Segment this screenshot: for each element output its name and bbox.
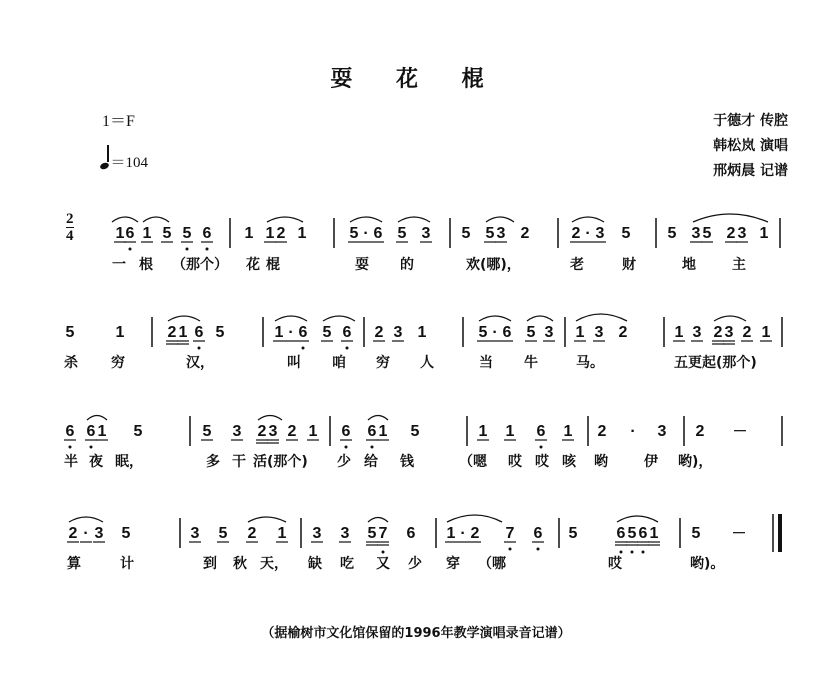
lyric-word: 哟)。 — [690, 556, 725, 572]
lyric-word: 杀 — [64, 355, 78, 371]
note-digit: 5 — [621, 225, 631, 242]
lyric-word: 穷 — [111, 355, 125, 371]
final-barline — [778, 514, 782, 552]
lyric-word: 咳 — [562, 454, 576, 470]
lyric-word: 主 — [732, 257, 746, 273]
lyric-word: 的 — [400, 257, 414, 273]
note-digit: 5 — [202, 423, 212, 440]
note-digit: 6 — [536, 423, 546, 440]
note-digit: 5 — [397, 225, 407, 242]
note-digit: 6 — [342, 324, 352, 341]
low-octave-dot — [631, 551, 634, 554]
note-digit: － — [732, 423, 748, 440]
note-digit: 2 — [167, 324, 177, 341]
note-digit: · — [492, 324, 498, 341]
lyric-word: 哎 — [535, 454, 549, 470]
note-digit: 3 — [691, 225, 701, 242]
note-digit: 1 — [759, 225, 769, 242]
note-digit: 1 — [563, 423, 573, 440]
note-digit: · — [83, 525, 89, 542]
lyric-word: 少 — [337, 454, 351, 470]
lyric-word: 哎 — [608, 556, 622, 572]
lyric-word: 财 — [622, 257, 636, 273]
lyric-word: 又 — [376, 556, 390, 572]
lyric-word: 多 — [206, 454, 220, 470]
note-digit: · — [630, 423, 636, 440]
lyric-word: 秋 — [233, 556, 247, 572]
note-digit: 3 — [692, 324, 702, 341]
note-digit: 6 — [533, 525, 543, 542]
low-octave-dot — [90, 446, 93, 449]
lyric-word: 棍 — [266, 257, 280, 273]
note-digit: 5 — [461, 225, 471, 242]
note-digit: 3 — [657, 423, 667, 440]
note-digit: 1 — [274, 324, 284, 341]
lyric-word: 伊 — [644, 454, 658, 470]
lyric-word: （那个） — [172, 257, 228, 273]
lyric-word: 钱 — [400, 454, 414, 470]
lyric-word: 马。 — [576, 355, 604, 371]
lyric-word: 到 — [203, 556, 217, 572]
lyric-word: 算 — [67, 556, 81, 572]
note-digit: 7 — [505, 525, 515, 542]
note-digit: 5 — [702, 225, 712, 242]
note-digit: 3 — [544, 324, 554, 341]
low-octave-dot — [509, 548, 512, 551]
note-digit: 5 — [322, 324, 332, 341]
note-digit: 1 — [244, 225, 254, 242]
note-digit: 3 — [737, 225, 747, 242]
note-digit: 5 — [568, 525, 578, 542]
note-digit: 6 — [406, 525, 416, 542]
lyric-word: 半 — [64, 454, 78, 470]
note-digit: 2 — [247, 525, 257, 542]
footnote: （据榆树市文化馆保留的1996年教学演唱录音记谱） — [261, 626, 571, 641]
lyric-word: 根 — [139, 257, 153, 273]
note-digit: 1 — [446, 525, 456, 542]
note-digit: 5 — [691, 525, 701, 542]
note-digit: 5 — [133, 423, 143, 440]
note-digit: 6 — [202, 225, 212, 242]
song-title: 耍 花 棍 — [330, 67, 502, 92]
low-octave-dot — [186, 248, 189, 251]
note-digit: 6 — [638, 525, 648, 542]
note-digit: 3 — [595, 225, 605, 242]
note-digit: 5 — [215, 324, 225, 341]
note-digit: 6 — [298, 324, 308, 341]
note-digit: 5 — [367, 525, 377, 542]
note-digit: 6 — [373, 225, 383, 242]
credit-arranger: 于德才 传腔 — [713, 113, 788, 129]
lyric-word: 吃 — [340, 556, 354, 572]
lyric-word: 计 — [120, 556, 134, 572]
low-octave-dot — [537, 548, 540, 551]
note-digit: 2 — [374, 324, 384, 341]
lyric-word: （哪 — [478, 556, 506, 572]
lyric-word: 一 — [112, 257, 126, 273]
note-digit: 1 — [478, 423, 488, 440]
note-digit: 2 — [520, 225, 530, 242]
note-digit: 3 — [312, 525, 322, 542]
note-digit: 6 — [194, 324, 204, 341]
note-digit: 3 — [393, 324, 403, 341]
note-digit: 6 — [125, 225, 135, 242]
note-digit: 5 — [526, 324, 536, 341]
lyric-word: 哟 — [594, 454, 608, 470]
note-digit: 2 — [571, 225, 581, 242]
note-digit: 7 — [378, 525, 388, 542]
lyric-word: 老 — [570, 257, 584, 273]
lyric-word: 五更起(那个) — [674, 355, 757, 371]
note-digit: 3 — [496, 225, 506, 242]
lyric-word: 穿 — [446, 556, 460, 572]
note-digit: 1 — [649, 525, 659, 542]
low-octave-dot — [642, 551, 645, 554]
note-digit: 2 — [618, 324, 628, 341]
low-octave-dot — [345, 446, 348, 449]
lyric-word: 当 — [479, 355, 493, 371]
note-digit: 2 — [742, 324, 752, 341]
note-digit: 3 — [232, 423, 242, 440]
note-digit: 2 — [695, 423, 705, 440]
lyric-word: 咱 — [332, 355, 346, 371]
lyric-word: 叫 — [287, 355, 301, 371]
note-digit: 6 — [65, 423, 75, 440]
low-octave-dot — [206, 248, 209, 251]
note-digit: 1 — [115, 225, 125, 242]
low-octave-dot — [302, 347, 305, 350]
low-octave-dot — [129, 248, 132, 251]
lyric-word: 少 — [408, 556, 422, 572]
note-digit: 5 — [667, 225, 677, 242]
note-digit: 1 — [178, 324, 188, 341]
note-digit: 2 — [287, 423, 297, 440]
time-signature-bottom: 4 — [66, 228, 74, 244]
note-digit: 5 — [485, 225, 495, 242]
note-digit: 6 — [367, 423, 377, 440]
note-digit: 3 — [268, 423, 278, 440]
lyric-word: 人 — [420, 355, 434, 371]
note-digit: 1 — [378, 423, 388, 440]
note-layer — [64, 225, 772, 554]
note-digit: · — [460, 525, 466, 542]
note-digit: 2 — [276, 225, 286, 242]
lyric-word: 哎 — [508, 454, 522, 470]
lyric-word: 天， — [260, 556, 288, 572]
note-digit: 1 — [674, 324, 684, 341]
note-digit: 5 — [162, 225, 172, 242]
note-digit: 5 — [182, 225, 192, 242]
note-digit: 1 — [761, 324, 771, 341]
lyric-word: 活(那个) — [253, 454, 308, 470]
note-digit: 1 — [142, 225, 152, 242]
note-digit: · — [288, 324, 294, 341]
low-octave-dot — [198, 347, 201, 350]
note-digit: 5 — [478, 324, 488, 341]
lyric-word: 缺 — [308, 556, 322, 572]
note-digit: 2 — [726, 225, 736, 242]
lyric-word: 汉， — [186, 355, 214, 371]
note-digit: 3 — [724, 324, 734, 341]
note-digit: 1 — [308, 423, 318, 440]
note-digit: 6 — [502, 324, 512, 341]
note-digit: 3 — [340, 525, 350, 542]
credit-singer: 韩松岚 演唱 — [713, 138, 788, 154]
note-digit: － — [731, 525, 747, 542]
note-digit: 1 — [115, 324, 125, 341]
note-digit: 1 — [417, 324, 427, 341]
key-signature: 1＝F — [102, 113, 135, 130]
lyric-word: 给 — [364, 454, 378, 470]
note-digit: 1 — [97, 423, 107, 440]
note-digit: 1 — [575, 324, 585, 341]
note-digit: 5 — [410, 423, 420, 440]
note-digit: 5 — [349, 225, 359, 242]
note-digit: 1 — [505, 423, 515, 440]
note-digit: · — [363, 225, 369, 242]
lyric-word: 地 — [682, 257, 696, 273]
low-octave-dot — [540, 446, 543, 449]
note-digit: 2 — [597, 423, 607, 440]
note-digit: 2 — [470, 525, 480, 542]
lyric-word: 眠， — [115, 454, 143, 470]
note-digit: · — [585, 225, 591, 242]
note-digit: 5 — [218, 525, 228, 542]
lyric-word: 哟)， — [678, 454, 713, 470]
lyric-word: 耍 — [355, 257, 369, 273]
note-digit: 3 — [421, 225, 431, 242]
lyric-word: 干 — [232, 454, 246, 470]
low-octave-dot — [69, 446, 72, 449]
note-digit: 6 — [86, 423, 96, 440]
note-digit: 5 — [627, 525, 637, 542]
lyric-word: 牛 — [524, 355, 538, 371]
note-digit: 1 — [265, 225, 275, 242]
note-digit: 5 — [121, 525, 131, 542]
lyric-word: 穷 — [376, 355, 390, 371]
note-digit: 3 — [94, 525, 104, 542]
note-digit: 2 — [68, 525, 78, 542]
note-digit: 1 — [297, 225, 307, 242]
tempo-value: ＝104 — [110, 155, 149, 171]
lyric-word: 夜 — [89, 454, 103, 470]
note-digit: 6 — [616, 525, 626, 542]
lyric-word: （嗯 — [459, 454, 487, 470]
low-octave-dot — [346, 347, 349, 350]
time-signature-top: 2 — [66, 211, 74, 227]
lyric-word: 花 — [246, 257, 260, 273]
note-digit: 3 — [594, 324, 604, 341]
note-digit: 2 — [257, 423, 267, 440]
note-digit: 3 — [190, 525, 200, 542]
note-digit: 6 — [341, 423, 351, 440]
credit-transcriber: 邢炳晨 记谱 — [713, 163, 788, 179]
note-digit: 2 — [713, 324, 723, 341]
bar-lines-row-2 — [152, 317, 782, 347]
lyric-word: 欢(哪)， — [466, 257, 521, 273]
low-octave-dot — [371, 446, 374, 449]
note-digit: 5 — [65, 324, 75, 341]
note-digit: 1 — [277, 525, 287, 542]
